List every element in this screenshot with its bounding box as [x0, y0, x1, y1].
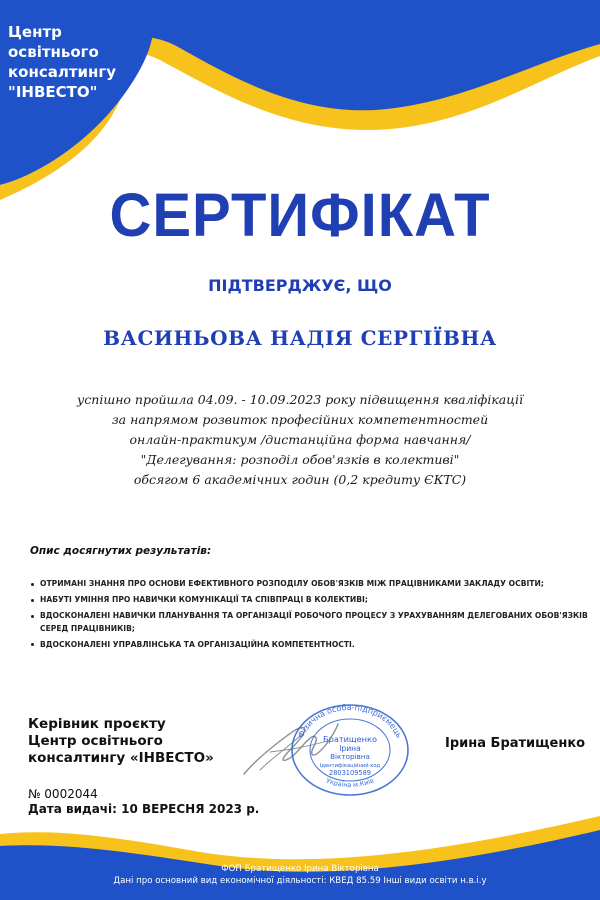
details-line: за напрямом розвиток професійних компетентностей: [111, 412, 489, 427]
stamp-ring-text: Фізична особа-підприємець: [296, 702, 404, 740]
org-line: Центр: [8, 23, 62, 41]
stamp-name-line: Ірина: [339, 744, 361, 753]
stamp-bottom-text: Україна м.Київ: [325, 776, 375, 790]
manager-line: Центр освітнього: [28, 733, 163, 749]
results-title: Опис досягнутих результатів:: [30, 545, 212, 557]
certificate-number: № 0002044: [28, 787, 98, 801]
footer-line: Дані про основний вид економічної діяльності: КВЕД 85.59 Інші види освіти н.в.і.у: [113, 876, 487, 886]
svg-text:Україна м.Київ: [325, 776, 375, 789]
confirms-text: ПІДТВЕРДЖУЄ, ЩО: [208, 276, 392, 295]
stamp-name-line: Братищенко: [323, 734, 377, 744]
manager-line: консалтингу «ІНВЕСТО»: [28, 750, 214, 766]
footer-line: ФОП Братищенко Ірина Вікторівна: [221, 864, 379, 874]
issue-date-value: 10 ВЕРЕСНЯ 2023 р.: [121, 802, 260, 816]
official-stamp: [288, 700, 412, 796]
stamp-code-label: Ідентифікаційний код: [319, 763, 381, 769]
certificate-title: СЕРТИФІКАТ: [109, 181, 491, 250]
issue-date: [28, 802, 259, 816]
project-manager-block: [28, 716, 238, 767]
issue-date-label: Дата видачі:: [28, 802, 117, 816]
signer-name: Ірина Братищенко: [445, 736, 586, 751]
stamp-code: 2803109589: [329, 769, 371, 777]
organization-name: [8, 22, 158, 102]
manager-line: Керівник проєкту: [28, 716, 166, 732]
details-line: онлайн-практикум /дистанційна форма навчання/: [129, 432, 471, 447]
stamp-name-line: Вікторівна: [330, 752, 370, 761]
recipient-name: ВАСИНЬОВА НАДІЯ СЕРГІЇВНА: [103, 326, 497, 350]
footer: [0, 863, 600, 887]
details-line: "Делегування: розподіл обов'язків в колективі": [140, 452, 460, 467]
list-item: ВДОСКОНАЛЕНІ УПРАВЛІНСЬКА ТА ОРГАНІЗАЦІЙНА КОМПЕТЕНТНОСТІ.: [30, 639, 595, 652]
list-item: НАБУТІ УМІННЯ ПРО НАВИЧКИ КОМУНІКАЦІЇ ТА СПІВПРАЦІ В КОЛЕКТИВІ;: [30, 594, 595, 607]
org-line: освітнього: [8, 43, 99, 61]
certificate-details: [50, 390, 550, 490]
details-line: успішно пройшла 04.09. - 10.09.2023 року підвищення кваліфікації: [77, 392, 523, 407]
details-line: обсягом 6 академічних годин (0,2 кредиту ЄКТС): [133, 472, 467, 487]
list-item: ВДОСКОНАЛЕНІ НАВИЧКИ ПЛАНУВАННЯ ТА ОРГАНІЗАЦІЇ РОБОЧОГО ПРОЦЕСУ З УРАХУВАННЯМ ДЕЛЕГОВАНИХ ОБОВ'ЯЗКІВ СЕРЕД ПРАЦІВНИКІВ;: [30, 610, 595, 635]
list-item: ОТРИМАНІ ЗНАННЯ ПРО ОСНОВИ ЕФЕКТИВНОГО РОЗПОДІЛУ ОБОВ'ЯЗКІВ МІЖ ПРАЦІВНИКАМИ ЗАКЛАДУ ОСВІТИ;: [30, 578, 595, 591]
results-list: [30, 578, 595, 655]
org-line: "ІНВЕСТО": [8, 83, 98, 101]
org-line: консалтингу: [8, 63, 117, 81]
